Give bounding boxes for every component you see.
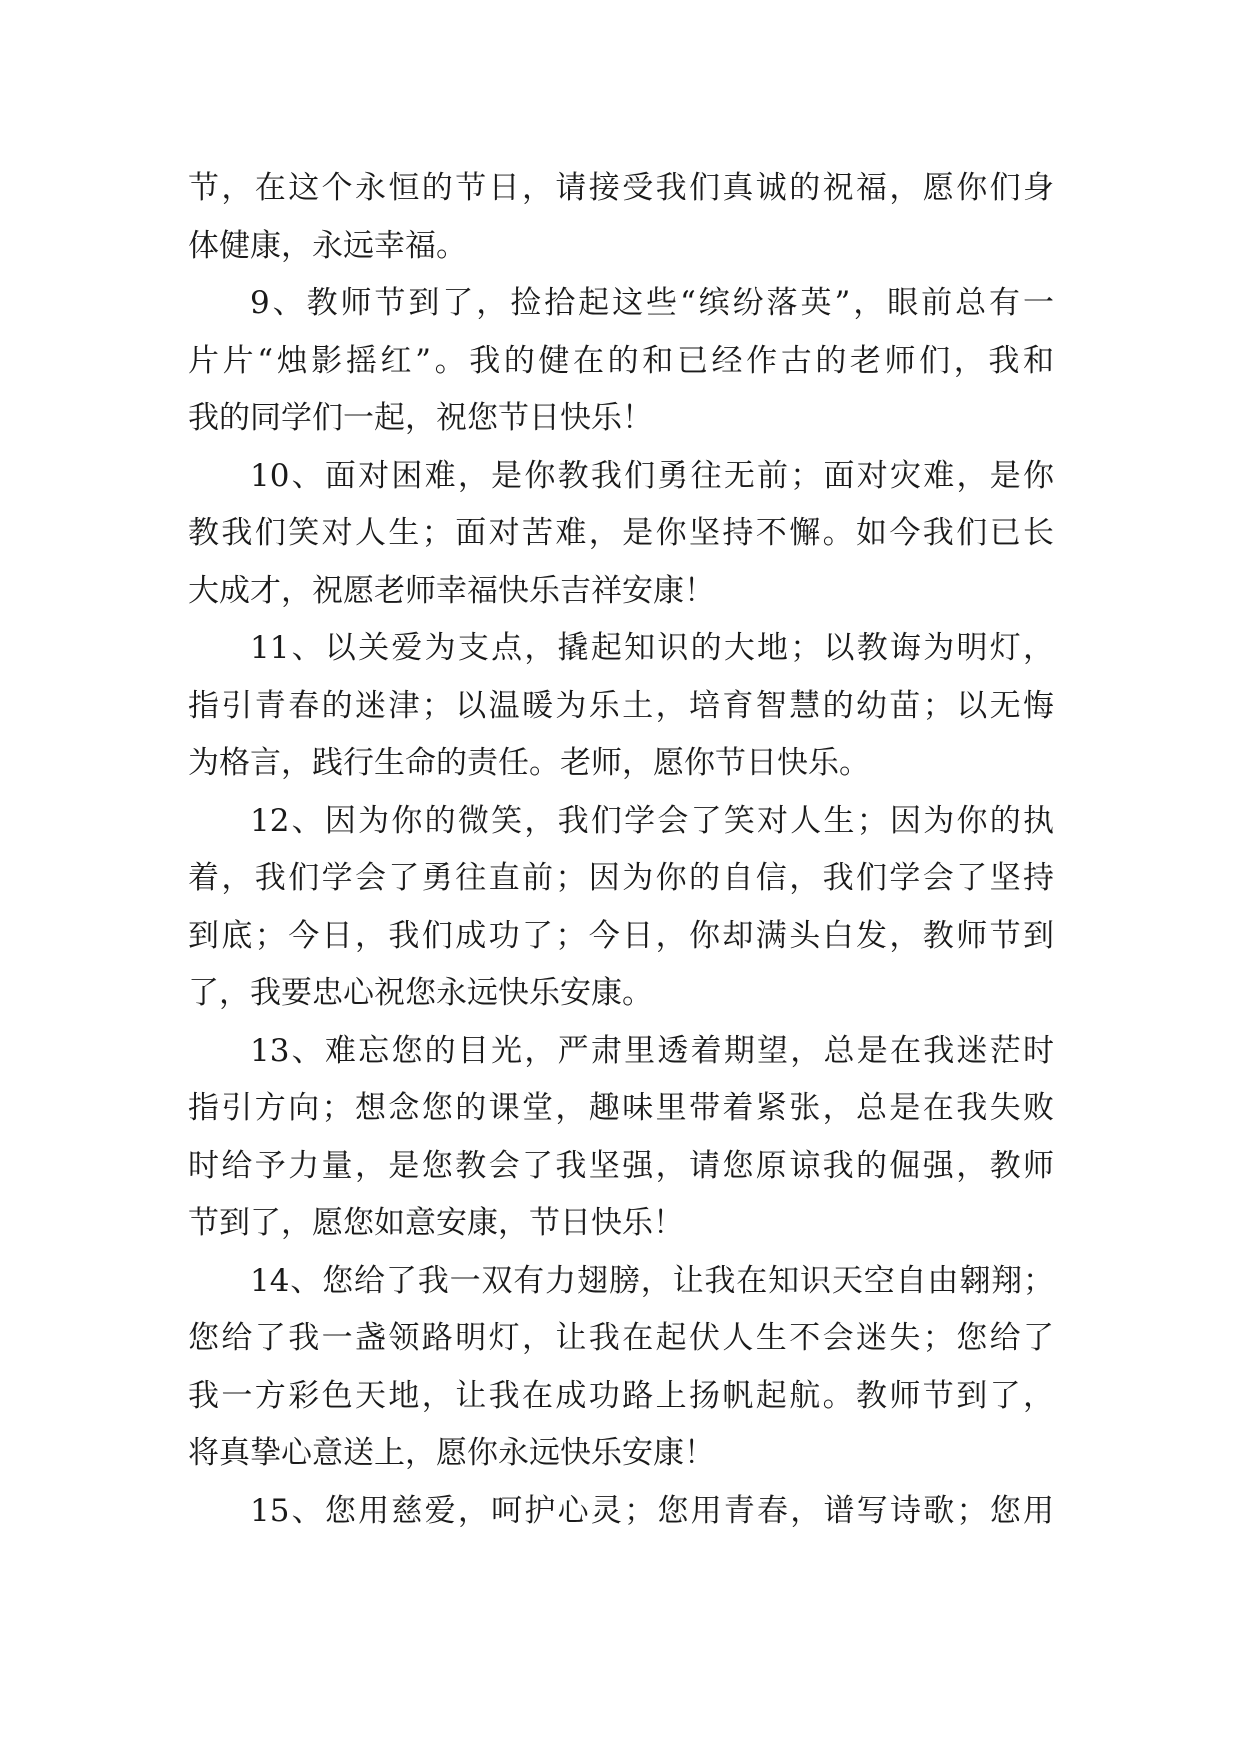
paragraph-wish-14 <box>188 1253 1054 1483</box>
paragraph-wish-10 <box>188 448 1054 621</box>
text-line: 15、您用慈爱，呵护心灵；您用青春，谱写诗歌；您用 <box>250 1492 1054 1529</box>
text-line: 着，我们学会了勇往直前；因为你的自信，我们学会了坚持 <box>188 860 1054 896</box>
text-line: 9、教师节到了，捡拾起这些“缤纷落英”，眼前总有一 <box>250 285 1054 321</box>
text-line: 您给了我一盏领路明灯，让我在起伏人生不会迷失；您给了 <box>188 1320 1054 1356</box>
paragraph-wish-12 <box>188 793 1054 1023</box>
text-line: 教我们笑对人生；面对苦难，是你坚持不懈。如今我们已长 <box>188 515 1054 551</box>
text-line: 我一方彩色天地，让我在成功路上扬帆起航。教师节到了， <box>188 1377 1054 1414</box>
paragraph-wish-13 <box>188 1023 1054 1253</box>
text-line: 体健康，永远幸福。 <box>188 227 467 264</box>
paragraph-wish-9 <box>188 275 1054 448</box>
text-line: 时给予力量，是您教会了我坚强，请您原谅我的倔强，教师 <box>188 1147 1054 1184</box>
text-line: 12、因为你的微笑，我们学会了笑对人生；因为你的执 <box>250 802 1054 839</box>
text-line: 片片“烛影摇红”。我的健在的和已经作古的老师们，我和 <box>188 342 1054 379</box>
text-line: 大成才，祝愿老师幸福快乐吉祥安康！ <box>188 572 715 609</box>
paragraph-wish-11 <box>188 620 1054 793</box>
text-line: 节，在这个永恒的节日，请接受我们真诚的祝福，愿你们身 <box>188 170 1054 206</box>
text-line: 11、以关爱为支点，撬起知识的大地；以教诲为明灯， <box>250 630 1054 666</box>
text-line: 指引方向；想念您的课堂，趣味里带着紧张，总是在我失败 <box>188 1090 1054 1126</box>
text-line: 到底；今日，我们成功了；今日，你却满头白发，教师节到 <box>188 917 1054 954</box>
text-line: 为格言，践行生命的责任。老师，愿你节日快乐。 <box>188 745 870 781</box>
text-line: 14、您给了我一双有力翅膀，让我在知识天空自由翱翔； <box>250 1262 1054 1299</box>
text-line: 13、难忘您的目光，严肃里透着期望，总是在我迷茫时 <box>250 1032 1054 1069</box>
document-body <box>188 160 1054 1540</box>
paragraph <box>188 160 1054 275</box>
paragraph-wish-15 <box>188 1483 1054 1541</box>
text-line: 了，我要忠心祝您永远快乐安康。 <box>188 975 653 1011</box>
text-line: 指引青春的迷津；以温暖为乐土，培育智慧的幼苗；以无悔 <box>188 687 1054 724</box>
text-line: 10、面对困难，是你教我们勇往无前；面对灾难，是你 <box>250 457 1054 494</box>
text-line: 节到了，愿您如意安康，节日快乐！ <box>188 1205 684 1241</box>
text-line: 将真挚心意送上，愿你永远快乐安康！ <box>188 1435 715 1471</box>
text-line: 我的同学们一起，祝您节日快乐！ <box>188 400 653 436</box>
